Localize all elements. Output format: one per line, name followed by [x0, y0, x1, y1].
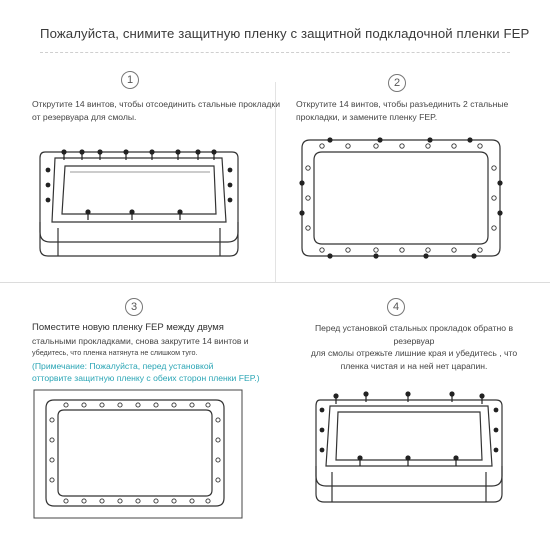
step-3-note-line-1: (Примечание: Пожалуйста, перед установкой — [32, 360, 214, 371]
step-1-line-1: Открутите 14 винтов, чтобы отсоединить стальные прокладки — [32, 99, 280, 109]
step-3-line-3: убедитесь, что пленка натянута не слишком туго. — [32, 348, 198, 357]
step-4-line-3: пленка чистая и на ней нет царапин. — [340, 360, 488, 371]
step-4-line-1: Перед установкой стальных прокладок обратно в резервуар — [314, 323, 514, 346]
step-2-line-2: прокладки, и замените пленку FEP. — [296, 111, 438, 122]
step-4-line-2: для смолы отрежьте лишние края и убедитесь , что — [310, 348, 518, 358]
step-3-line-1: Поместите новую пленку FEP между двумя — [32, 322, 224, 333]
step-2-line-1: Открутите 14 винтов, чтобы разъединить 2 стальные — [296, 99, 509, 109]
step-1-line-2: от резервуара для смолы. — [32, 111, 137, 122]
step-2-number: 2 — [388, 74, 406, 92]
step-3-note-line-2: отторвите защитную пленку с обеих сторон пленки FEP.) — [32, 373, 260, 383]
step-3-number: 3 — [125, 298, 143, 316]
step-1-number: 1 — [121, 71, 139, 89]
page-title: Пожалуйста, снимите защитную пленку с защитной подкладочной пленки FEP — [40, 26, 530, 41]
step-4-number: 4 — [387, 298, 405, 316]
step-3-line-2: стальными прокладками, снова закрутите 14 винтов и — [32, 335, 249, 346]
